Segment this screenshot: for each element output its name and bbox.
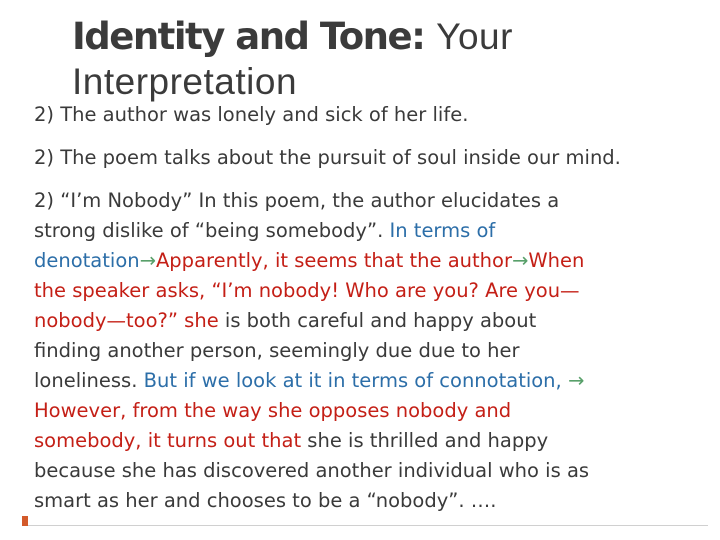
text-segment: is both careful and happy about <box>218 309 537 332</box>
text-segment: But if we look at it in terms of connotation, <box>143 369 568 392</box>
text-segment: loneliness. <box>34 369 144 392</box>
slide-title <box>72 14 632 104</box>
text-segment: nobody—too?” she <box>34 309 219 332</box>
text-segment: Apparently, it seems that the author <box>155 249 512 272</box>
para-line <box>34 246 720 276</box>
arrow-right-icon: → <box>567 369 585 392</box>
para-line <box>34 276 720 306</box>
para-line <box>34 336 720 366</box>
text-segment: When <box>528 249 585 272</box>
arrow-right-icon: → <box>512 249 529 272</box>
text-segment: 2) “I’m Nobody” In this poem, the author elucidates a <box>34 189 560 212</box>
para-line <box>34 486 720 516</box>
text-segment: smart as her and chooses to be a “nobody”. …. <box>34 489 497 512</box>
para-line <box>34 216 720 246</box>
title-light: Your Interpretation <box>72 16 513 102</box>
interpretation-line-1: 2) The author was lonely and sick of her life. <box>34 103 469 126</box>
arrow-right-icon: → <box>139 249 156 272</box>
text-segment: In terms of <box>389 219 496 242</box>
para-line <box>34 456 720 486</box>
para-line <box>34 186 720 216</box>
text-segment: denotation <box>34 249 140 272</box>
para-line <box>34 366 720 396</box>
text-segment: she is thrilled and happy <box>301 429 549 452</box>
text-segment: somebody, it turns out that <box>34 429 302 452</box>
para-line <box>34 396 720 426</box>
text-segment: because she has discovered another individual who is as <box>34 459 590 482</box>
text-segment: finding another person, seemingly due due to her <box>34 339 520 362</box>
para-line <box>34 426 720 456</box>
interpretation-line-2: 2) The poem talks about the pursuit of soul inside our mind. <box>34 146 621 169</box>
text-segment: However, from the way she opposes nobody and <box>34 399 512 422</box>
text-segment: the speaker asks, “I’m nobody! Who are you? Are you— <box>34 279 580 302</box>
title-bold: Identity and Tone: <box>72 15 425 58</box>
footer-accent-bar <box>22 516 708 526</box>
interpretation-paragraph <box>34 186 720 516</box>
para-line <box>34 306 720 336</box>
text-segment: strong dislike of “being somebody”. <box>34 219 390 242</box>
